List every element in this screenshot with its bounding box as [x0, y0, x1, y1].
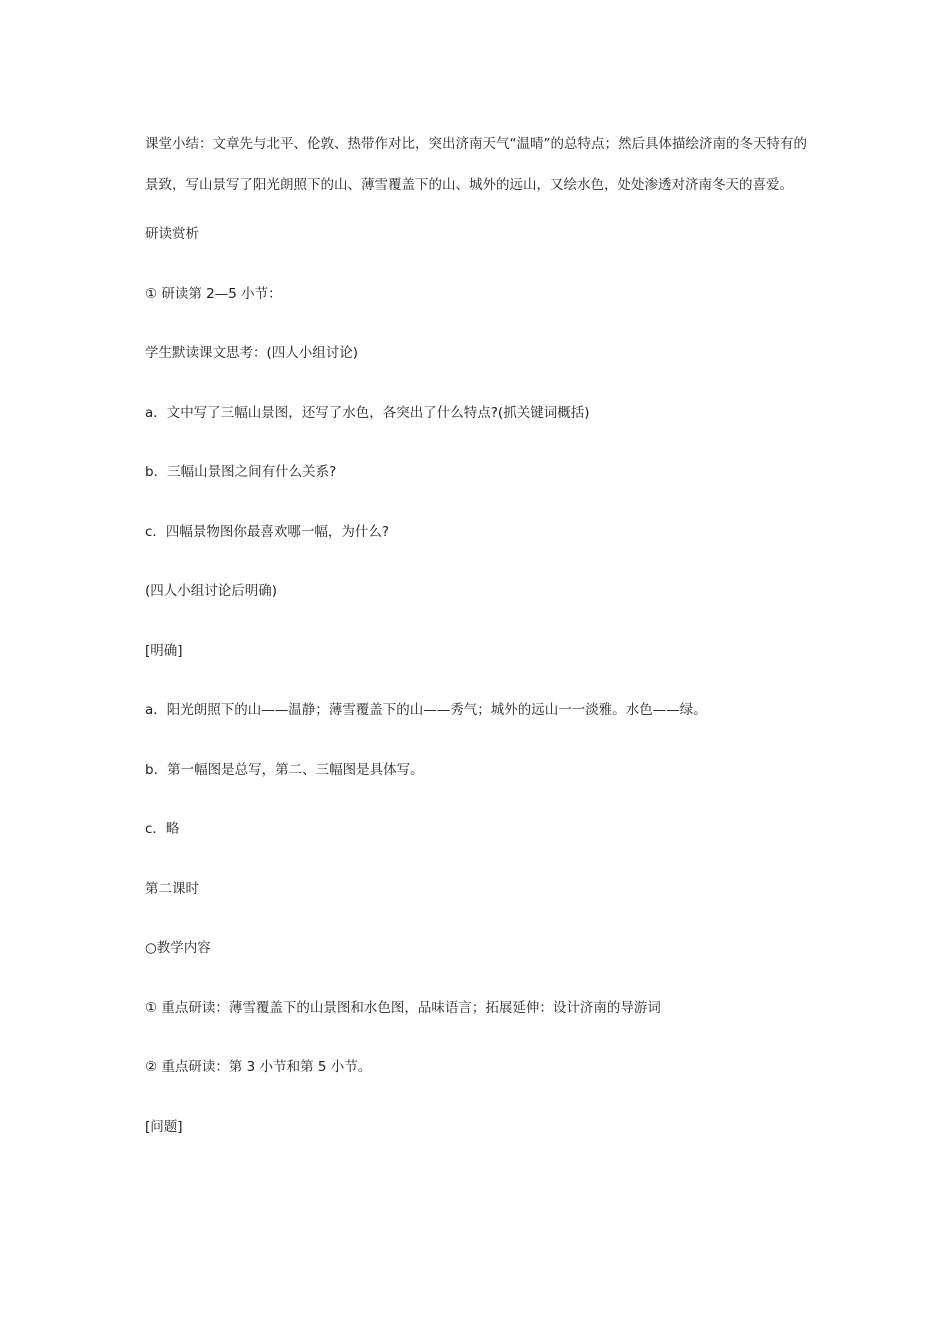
focus-reading-1: ① 重点研读：薄雪覆盖下的山景图和水色图，品味语言；拓展延伸：设计济南的导游词: [145, 999, 661, 1016]
reading-task-1: ① 研读第 2—5 小节：: [145, 285, 282, 302]
question-b: b．三幅山景图之间有什么关系?: [145, 464, 337, 480]
heading-second-lesson: 第二课时: [145, 880, 199, 897]
answer-a: a．阳光朗照下的山——温静；薄雪覆盖下的山——秀气；城外的远山一一淡雅。水色——绿。: [145, 702, 707, 718]
discussion-note: (四人小组讨论后明确): [145, 583, 278, 599]
document-body: [145, 124, 807, 1176]
answer-c: c．略: [145, 821, 180, 837]
question-label: [问题]: [145, 1118, 183, 1135]
clarify-label: [明确]: [145, 642, 183, 659]
summary-paragraph: 课堂小结：文章先与北平、伦敦、热带作对比，突出济南天气“温晴”的总特点；然后具体描绘济南的冬天特有的景致，写山景写了阳光朗照下的山、薄雪覆盖下的山、城外的远山，又绘水色，处处渗透对济南冬天的喜爱。: [145, 136, 807, 193]
heading-reading-analysis: 研读赏析: [145, 226, 199, 242]
answer-b: b．第一幅图是总写，第二、三幅图是具体写。: [145, 761, 424, 778]
question-a: a．文中写了三幅山景图，还写了水色，各突出了什么特点?(抓关键词概括): [145, 404, 590, 421]
focus-reading-2: ② 重点研读：第 3 小节和第 5 小节。: [145, 1059, 372, 1075]
discussion-instruction: 学生默读课文思考：(四人小组讨论): [145, 345, 359, 361]
question-c: c．四幅景物图你最喜欢哪一幅，为什么?: [145, 523, 390, 540]
teaching-content-label: ○教学内容: [145, 940, 211, 956]
